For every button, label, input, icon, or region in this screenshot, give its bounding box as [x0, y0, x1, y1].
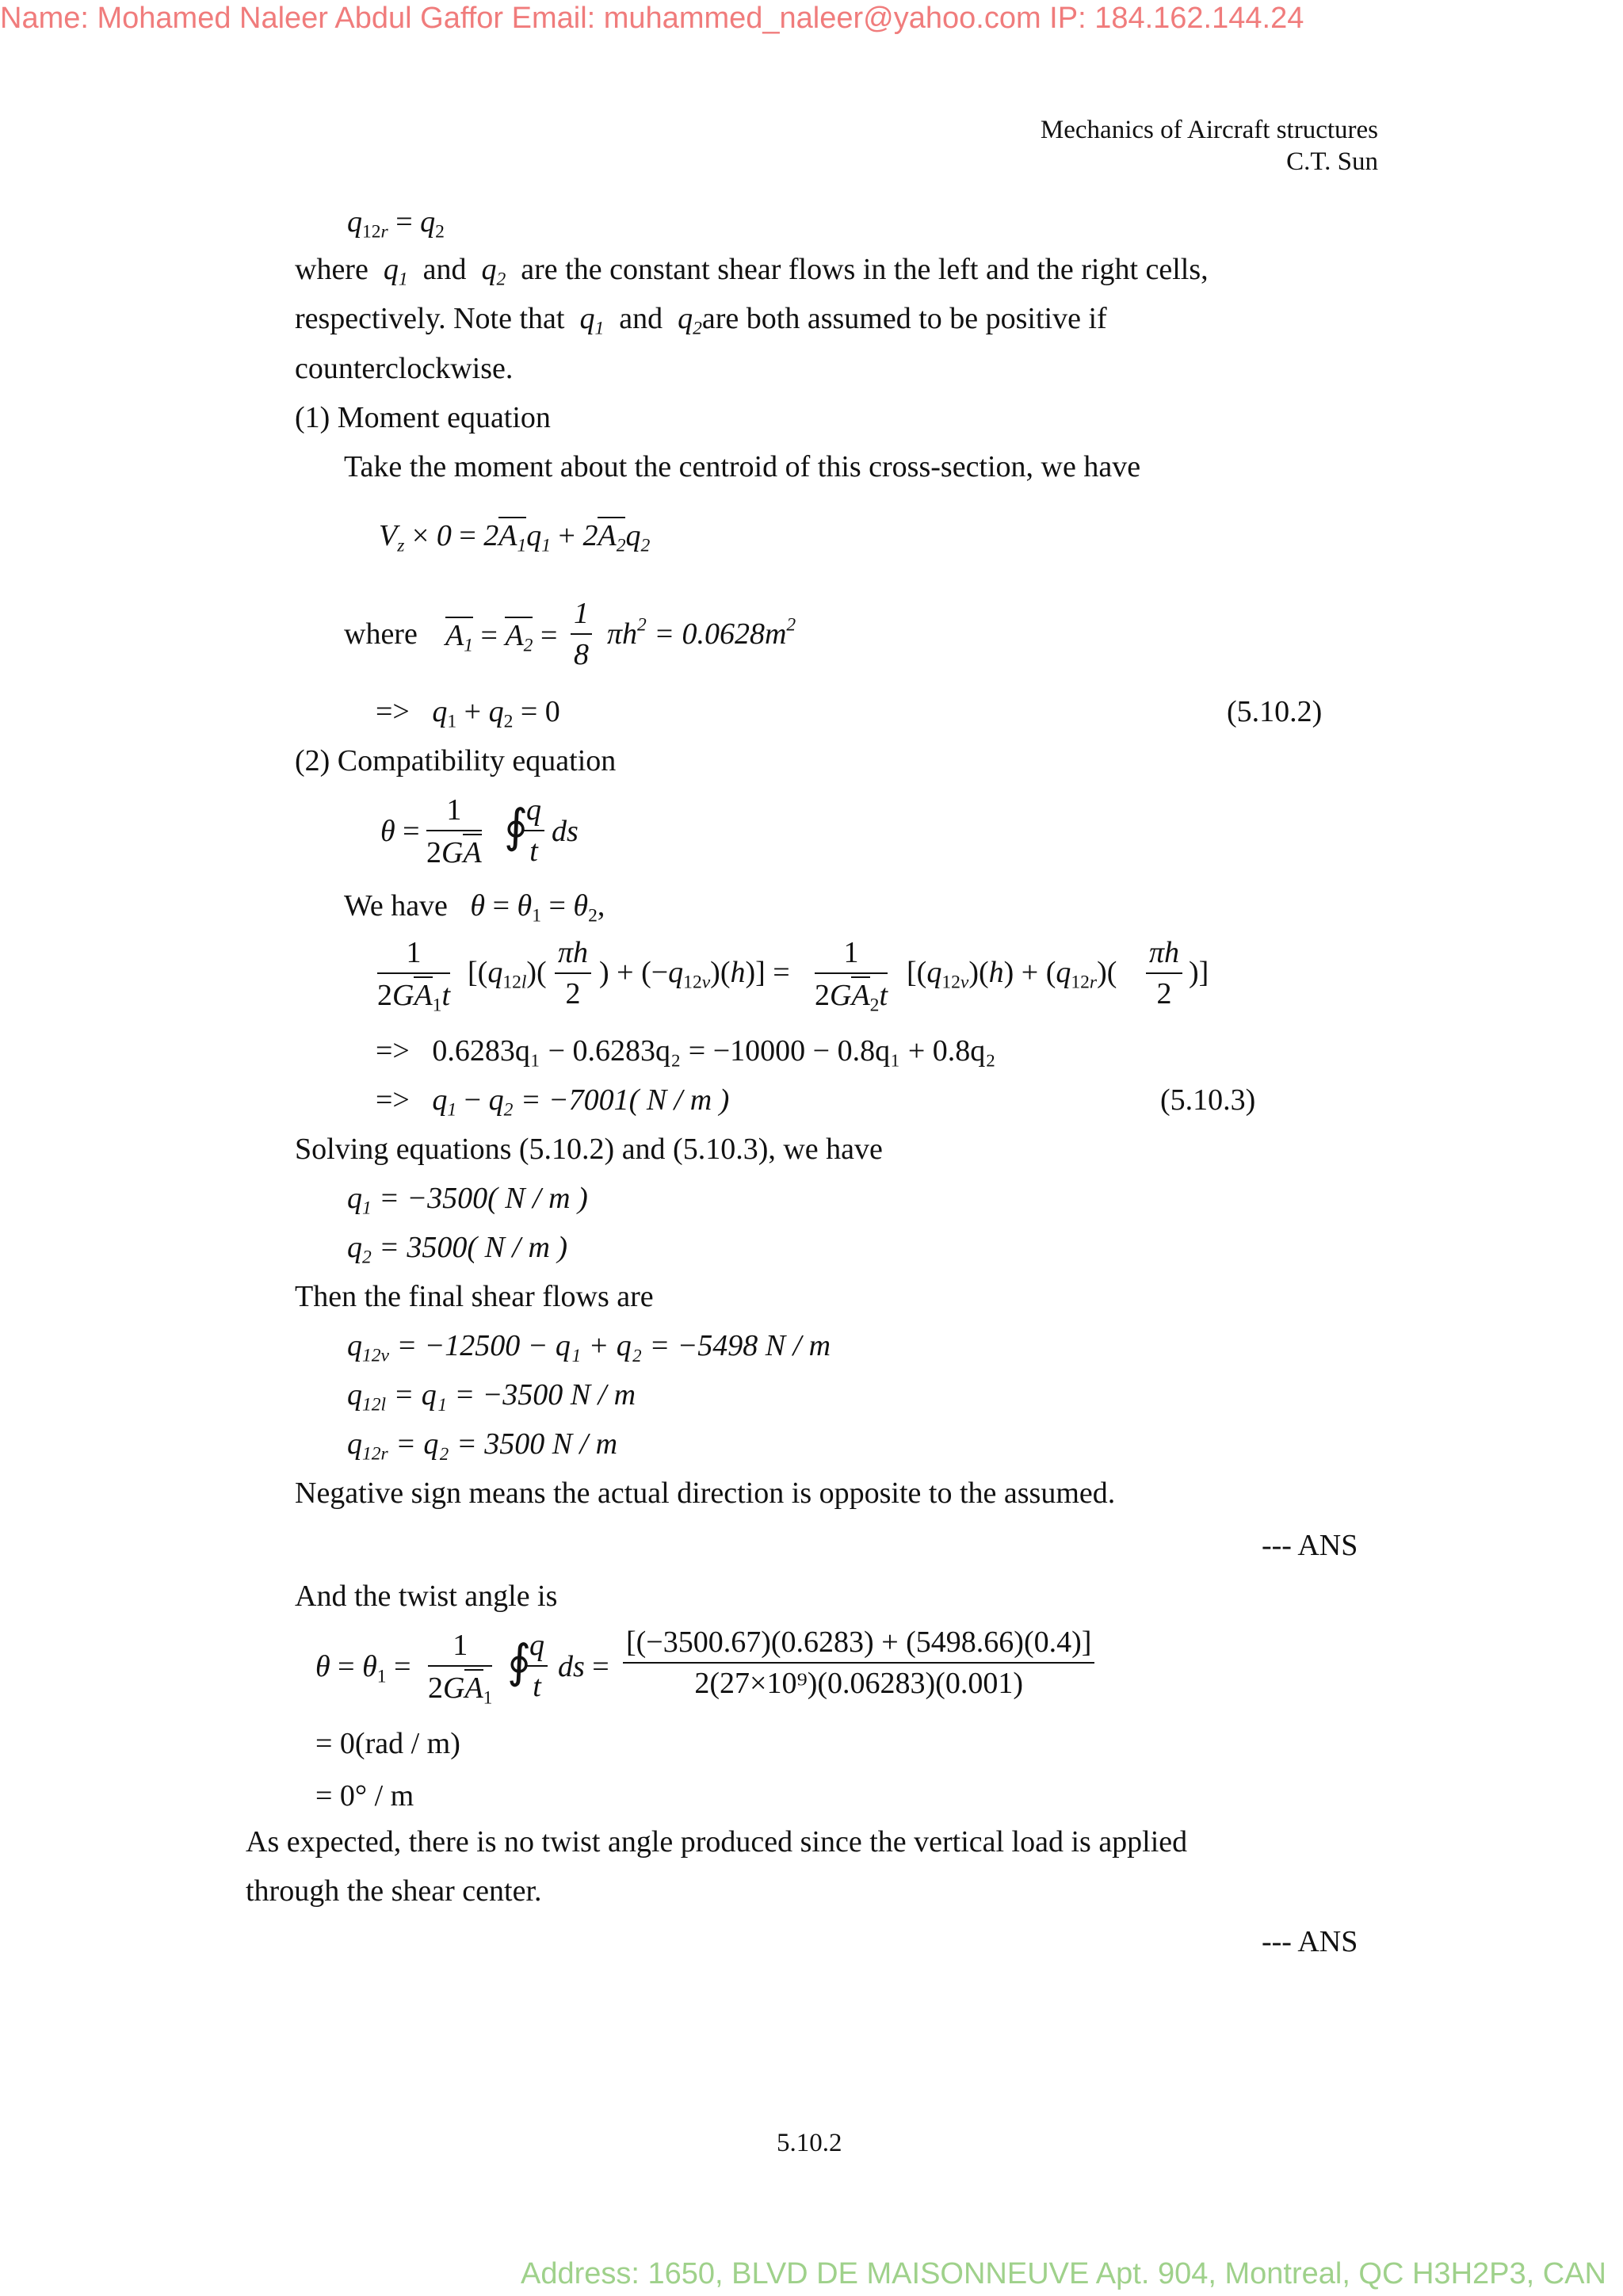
equation-twist-result-deg: = 0° / m [315, 1779, 414, 1813]
fraction-twist-value [623, 1625, 1094, 1701]
fraction-1-over-2GA1: $\frac{1}{2GA_1}$ [428, 1629, 493, 1709]
contour-integral-symbol-2: ∮ [507, 1634, 532, 1688]
equation-q12l: $q_{12l} = q_1 = -3500$ N / m [347, 1378, 636, 1415]
fraction-pi-h-over-2-right: $\frac{\pi h}{2}$ [1146, 935, 1182, 1011]
equation-compat-left-b: ) + $(-q_{12v})(h)$] = [599, 956, 790, 993]
fraction-1-over-2GA1t: $\frac{1}{2GA_1t}$ [377, 936, 451, 1016]
equation-number-5-10-3: (5.10.3) [1160, 1083, 1256, 1117]
fraction-q-over-t: $\frac{q}{t}$ [523, 793, 544, 869]
paragraph-as-expected-1: As expected, there is no twist angle produced since the vertical load is applied [246, 1825, 1188, 1859]
equation-expanded: => 0.6283q₁ − 0.6283q₂ = −10000 − 0.8q₁ + 0.8q₂ [376, 1034, 996, 1068]
fraction-q-over-t-2: $\frac{q}{t}$ [526, 1628, 548, 1704]
equation-area-rhs: $\pi h^2 = 0.0628m^2$ [607, 614, 796, 651]
equation-compat-right-a: [$(q_{12v})(h) + (q_{12r})$( [907, 956, 1117, 993]
paragraph-solving: Solving equations (5.10.2) and (5.10.3), we have [295, 1133, 883, 1166]
equation-twist-lhs: $\theta = \theta_1$ = [315, 1650, 411, 1687]
equation-ds: ds [552, 815, 579, 848]
paragraph-final-flows: Then the final shear flows are [295, 1280, 654, 1313]
equation-compat-result: => $q_1 - q_2 = -7001$( N / m ) [376, 1083, 730, 1121]
equation-q12r-top: $q_{12r} = q_2$ [347, 205, 445, 243]
equation-twist-ds: ds = [558, 1650, 609, 1683]
equation-moment: $V_z \times 0 = 2A_1q_1 + 2A_2q_2$ [379, 517, 650, 553]
watermark-bottom: Address: 1650, BLVD DE MAISONNEUVE Apt. 904, Montreal, QC H3H2P3, CAN [521, 2257, 1606, 2290]
equation-theta-lhs: θ = [380, 815, 420, 848]
paragraph-twist-angle: And the twist angle is [295, 1580, 558, 1613]
fraction-one-eighth: $\frac{1}{8}$ [571, 596, 592, 672]
paragraph-as-expected-2: through the shear center. [246, 1874, 542, 1908]
equation-sum: => $q_1 + q_2 = 0$ [376, 695, 560, 732]
twist-denominator: 2(27×10⁹)(0.06283)(0.001) [694, 1667, 1023, 1700]
paragraph-ccw-line: counterclockwise. [295, 352, 514, 385]
paragraph-take-moment: Take the moment about the centroid of this cross-section, we have [344, 450, 1141, 483]
equation-q2-value: $q_2 = 3500$( N / m ) [347, 1231, 568, 1268]
contour-integral-symbol: ∮ [504, 799, 529, 853]
equation-twist-result-rad: = 0(rad / m) [315, 1727, 460, 1760]
equation-compat-right-b: )] [1189, 956, 1209, 989]
answer-marker-1: --- ANS [1262, 1529, 1358, 1562]
equation-area-lhs: $A_1 = A_2$ = [445, 617, 557, 653]
equation-compat-left-a: [$(q_{12l})$( [468, 956, 547, 993]
fraction-1-over-2GA: $\frac{1}{2GA}$ [426, 793, 482, 869]
page-number: 5.10.2 [777, 2129, 842, 2157]
paragraph-where-line: where $q_1$ and $q_2$ are the constant shear flows in the left and the right cells, [295, 253, 1209, 290]
heading-moment-equation: (1) Moment equation [295, 401, 551, 434]
answer-marker-2: --- ANS [1262, 1925, 1358, 1958]
header-book-title: Mechanics of Aircraft structures [1040, 116, 1378, 144]
fraction-pi-h-over-2-left: $\frac{\pi h}{2}$ [555, 935, 591, 1011]
watermark-top: Name: Mohamed Naleer Abdul Gaffor Email: muhammed_naleer@yahoo.com IP: 184.162.144.24 [0, 2, 1304, 35]
equation-number-5-10-2: (5.10.2) [1227, 695, 1323, 728]
heading-compatibility-equation: (2) Compatibility equation [295, 744, 617, 777]
equation-q12r: $q_{12r} = q_2 = 3500$ N / m [347, 1427, 618, 1465]
twist-numerator: [(−3500.67)(0.6283) + (5498.66)(0.4)] [623, 1625, 1094, 1664]
equation-q12v: $q_{12v} = -12500 - q_1 + q_2 = -5498$ N / m [347, 1329, 831, 1366]
paragraph-respectively-line: respectively. Note that $q_1$ and $q_2are$ both assumed to be positive if [295, 302, 1107, 339]
paragraph-negative-sign: Negative sign means the actual direction is opposite to the assumed. [295, 1477, 1116, 1510]
paragraph-we-have-theta: We have $\theta = \theta_1 = \theta_2$, [344, 889, 605, 926]
label-where-area: where [344, 617, 418, 651]
fraction-1-over-2GA2t: $\frac{1}{2GA_2t}$ [815, 936, 888, 1016]
equation-q1-value: $q_1 = -3500$( N / m ) [347, 1182, 588, 1219]
header-author: C.T. Sun [1286, 147, 1378, 176]
